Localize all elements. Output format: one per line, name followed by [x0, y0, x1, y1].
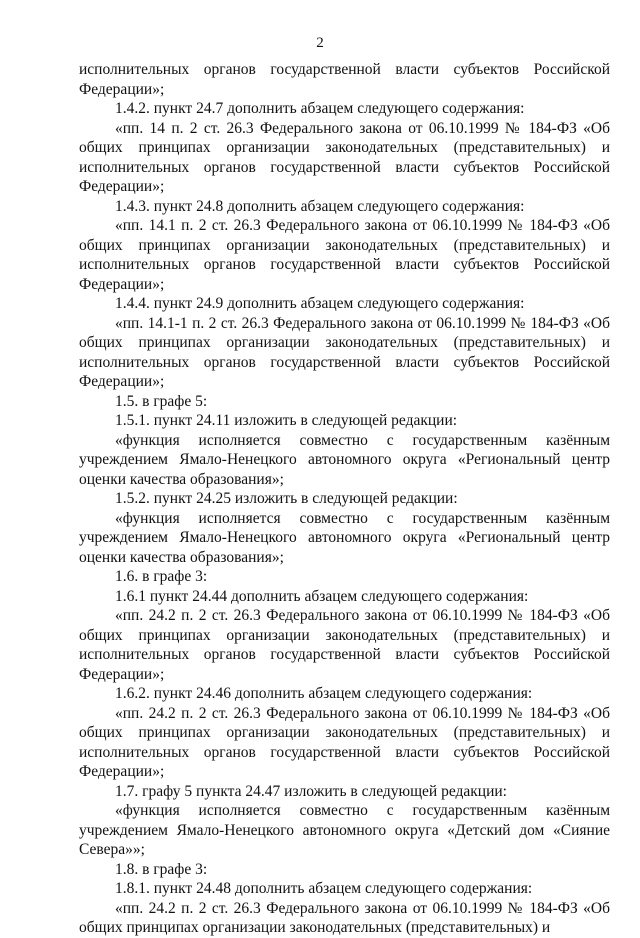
document-paragraph: 1.4.4. пункт 24.9 дополнить абзацем следующего содержания: — [115, 295, 525, 312]
document-paragraph: 1.7. графу 5 пункта 24.47 изложить в следующей редакции: — [115, 782, 507, 800]
document-paragraph: 1.4.3. пункт 24.8 дополнить абзацем следующего содержания: — [115, 197, 525, 215]
document-paragraph: 1.6.2. пункт 24.46 дополнить абзацем следующего содержания: — [115, 685, 533, 702]
document-paragraph: «пп. 24.2 п. 2 ст. 26.3 Федерального закона от 06.10.1999 № 184-ФЗ «Об общих принципах организации законодательных (представительных) и исполнительных органов государственной власти субъектов Российской Федерации»; — [79, 607, 610, 683]
document-paragraph: «пп. 14.1-1 п. 2 ст. 26.3 Федерального закона от 06.10.1999 № 184-ФЗ «Об общих принципах организации законодательных (представительных) и исполнительных органов государственной власти субъектов Российской Федерации»; — [79, 314, 610, 390]
document-paragraph: 1.5.1. пункт 24.11 изложить в следующей редакции: — [115, 412, 458, 429]
document-paragraph: 1.8.1. пункт 24.48 дополнить абзацем следующего содержания: — [115, 880, 533, 897]
page-number: 2 — [316, 35, 324, 51]
document-paragraph: «пп. 24.2 п. 2 ст. 26.3 Федерального закона от 06.10.1999 № 184-ФЗ «Об общих принципах организации законодательных (представительных) и — [79, 899, 610, 936]
document-paragraph: «пп. 14.1 п. 2 ст. 26.3 Федерального закона от 06.10.1999 № 184-ФЗ «Об общих принципах организации законодательных (представительных) и исполнительных органов государственной власти субъектов Российской Федерации»; — [79, 217, 610, 293]
document-paragraph: «пп. 24.2 п. 2 ст. 26.3 Федерального закона от 06.10.1999 № 184-ФЗ «Об общих принципах организации законодательных (представительных) и исполнительных органов государственной власти субъектов Российской Федерации»; — [79, 704, 610, 780]
document-paragraph: «пп. 14 п. 2 ст. 26.3 Федерального закона от 06.10.1999 № 184-ФЗ «Об общих принципах организации законодательных (представительных) и исполнительных органов государственной власти субъектов Российской Федерации»; — [79, 119, 610, 195]
document-paragraph: «функция исполняется совместно с государственным казённым учреждением Ямало-Ненецкого автономного округа «Региональный центр оценки качества образования»; — [79, 431, 610, 488]
document-paragraph: «функция исполняется совместно с государственным казённым учреждением Ямало-Ненецкого автономного округа «Детский дом «Сияние Севера»»; — [79, 802, 610, 858]
document-paragraph: 1.5. в графе 5: — [115, 392, 208, 410]
document-body — [79, 60, 610, 938]
document-paragraph: 1.8. в графе 3: — [115, 860, 208, 878]
document-paragraph: 1.5.2. пункт 24.25 изложить в следующей редакции: — [115, 490, 458, 507]
document-paragraph: «функция исполняется совместно с государственным казённым учреждением Ямало-Ненецкого автономного округа «Региональный центр оценки качества образования»; — [79, 509, 610, 566]
document-paragraph: 1.4.2. пункт 24.7 дополнить абзацем следующего содержания: — [115, 100, 525, 117]
document-paragraph: 1.6. в графе 3: — [115, 568, 208, 585]
document-paragraph: исполнительных органов государственной власти субъектов Российской Федерации»; — [79, 61, 610, 98]
document-paragraph: 1.6.1 пункт 24.44 дополнить абзацем следующего содержания: — [115, 587, 529, 605]
